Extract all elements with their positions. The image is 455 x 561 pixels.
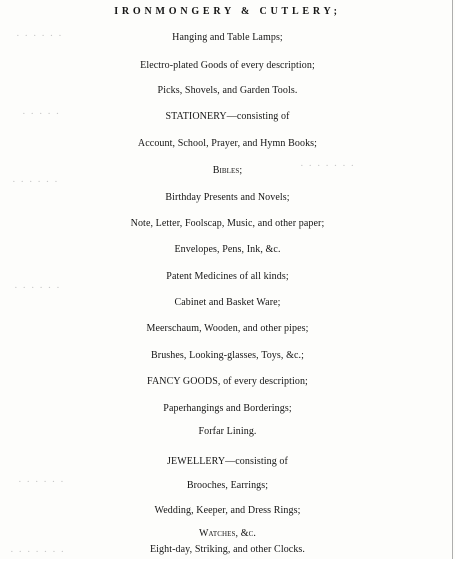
line-rings: Wedding, Keeper, and Dress Rings; (154, 505, 301, 516)
line-watches: Watches, &c. (198, 528, 257, 539)
line-electro-plated: Electro-plated Goods of every description; (140, 60, 315, 71)
line-pipes: Meerschaum, Wooden, and other pipes; (146, 323, 309, 334)
heading-fancy-goods: FANCY GOODS, of every description; (147, 376, 308, 387)
show-through-text: · · · · · · · (10, 546, 66, 558)
heading-jewellery: JEWELLERY—consisting of (167, 456, 288, 467)
line-paperhangings: Paperhangings and Borderings; (163, 403, 292, 414)
heading-ironmongery: IRONMONGERY & CUTLERY; (114, 6, 341, 17)
show-through-text: · · · · · · (18, 476, 65, 488)
line-patent-medicines: Patent Medicines of all kinds; (166, 271, 289, 282)
line-cabinet-ware: Cabinet and Basket Ware; (174, 297, 281, 308)
line-envelopes: Envelopes, Pens, Ink, &c. (174, 244, 281, 255)
line-books: Account, School, Prayer, and Hymn Books; (137, 138, 318, 149)
line-forfar-lining: Forfar Lining. (198, 426, 257, 437)
line-brushes: Brushes, Looking-glasses, Toys, &c.; (151, 350, 304, 361)
line-bibles: Bibles; (212, 165, 243, 176)
line-birthday-presents: Birthday Presents and Novels; (165, 192, 290, 203)
line-brooches: Brooches, Earrings; (186, 480, 269, 491)
show-through-text: · · · · · · · (300, 160, 356, 172)
heading-stationery: STATIONERY—consisting of (165, 111, 290, 122)
show-through-text: · · · · · · (16, 30, 63, 42)
line-clocks: Eight-day, Striking, and other Clocks. (149, 544, 306, 555)
show-through-text: · · · · · · (12, 176, 59, 188)
show-through-text: · · · · · · (14, 282, 61, 294)
show-through-text: · · · · · (22, 108, 61, 120)
line-paper: Note, Letter, Foolscap, Music, and other paper; (130, 218, 325, 229)
line-garden-tools: Picks, Shovels, and Garden Tools. (157, 85, 298, 96)
line-lamps: Hanging and Table Lamps; (172, 32, 283, 43)
